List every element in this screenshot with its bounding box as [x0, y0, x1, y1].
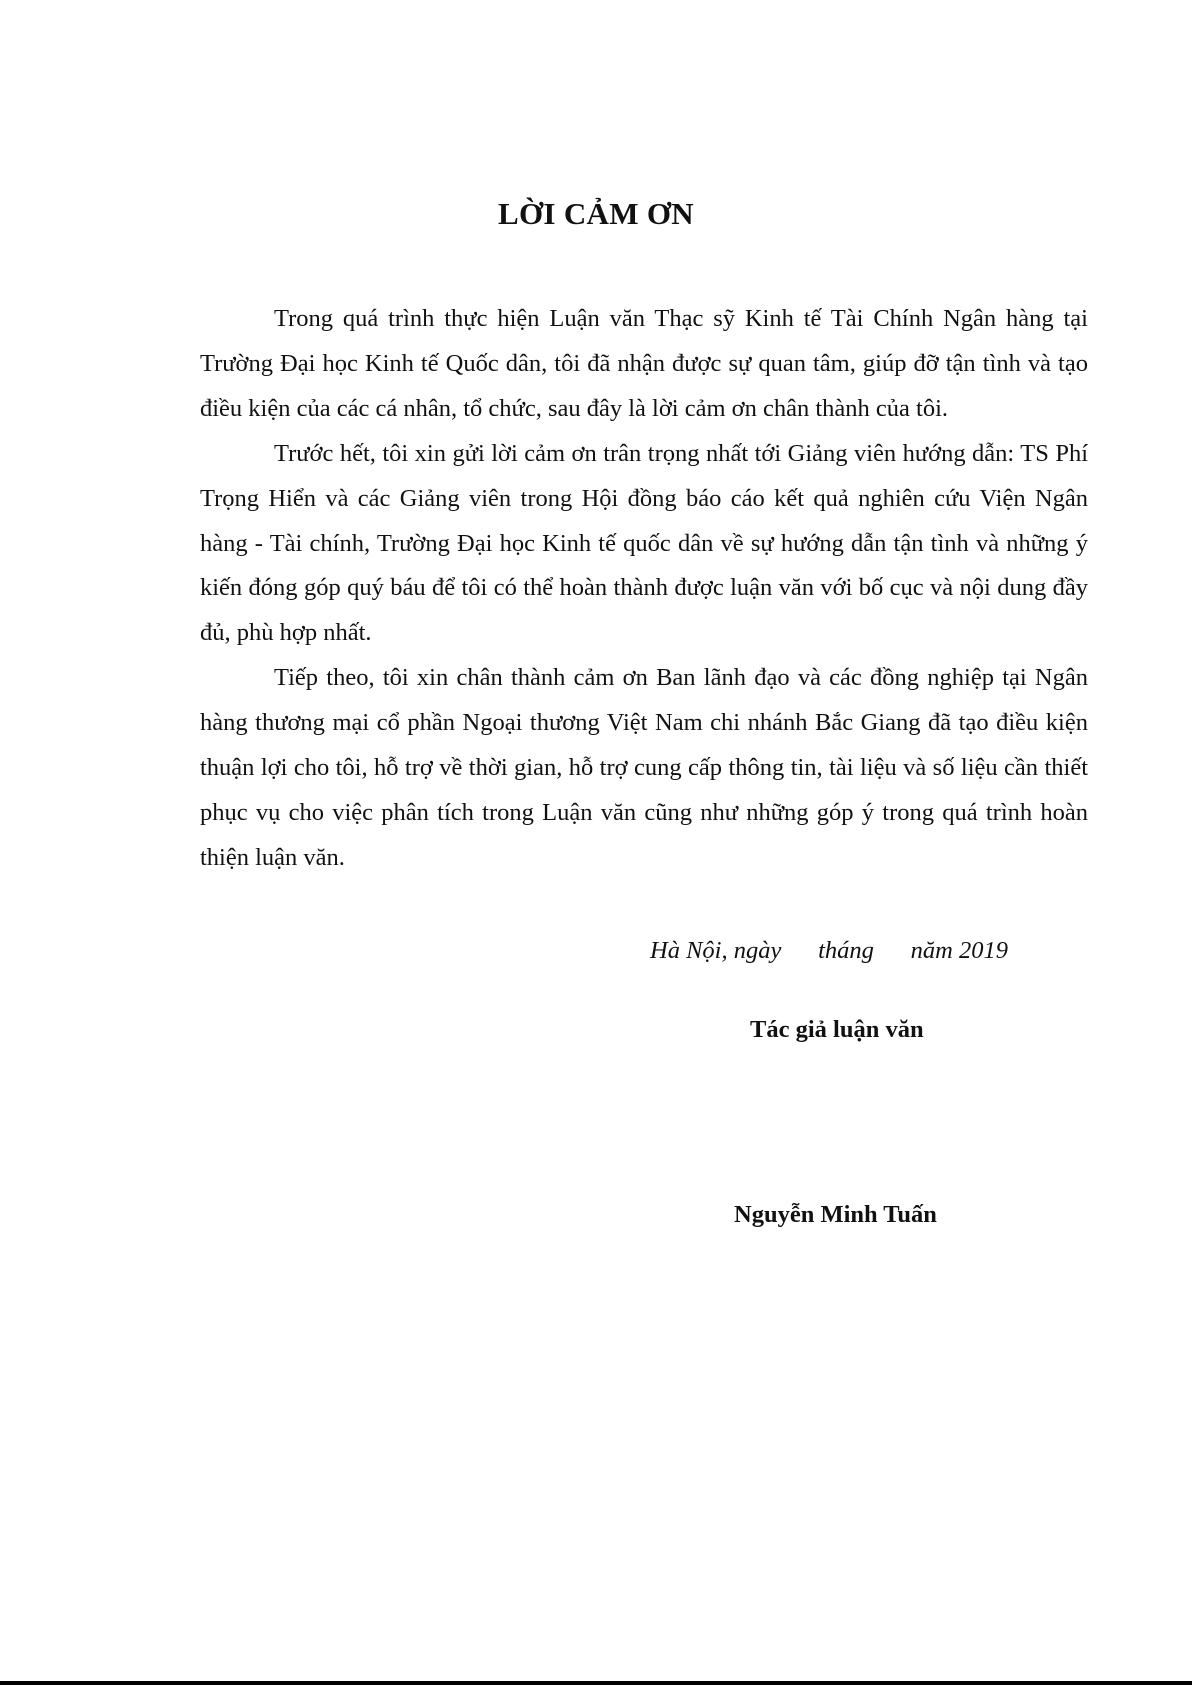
author-name: Nguyễn Minh Tuấn [734, 1201, 937, 1228]
date-line: Hà Nội, ngày tháng năm 2019 [650, 937, 1008, 964]
paragraph-colleagues-thanks: Tiếp theo, tôi xin chân thành cảm ơn Ban lãnh đạo và các đồng nghiệp tại Ngân hàng thương mại cổ phần Ngoại thương Việt Nam chi nhánh Bắc Giang đã tạo điều kiện thuận lợi cho tôi, hỗ trợ về thời gian, hỗ trợ cung cấp thông tin, tài liệu và số liệu cần thiết phục vụ cho việc phân tích trong Luận văn cũng như những góp ý trong quá trình hoàn thiện luận văn. [200, 664, 1088, 871]
page-bottom-border [0, 1681, 1192, 1685]
paragraph-intro: Trong quá trình thực hiện Luận văn Thạc sỹ Kinh tế Tài Chính Ngân hàng tại Trường Đại học Kinh tế Quốc dân, tôi đã nhận được sự quan tâm, giúp đỡ tận tình và tạo điều kiện của các cá nhân, tổ chức, sau đây là lời cảm ơn chân thành của tôi. [200, 305, 1088, 422]
paragraph-supervisor-thanks: Trước hết, tôi xin gửi lời cảm ơn trân trọng nhất tới Giảng viên hướng dẫn: TS Phí Trọng Hiển và các Giảng viên trong Hội đồng báo cáo kết quả nghiên cứu Viện Ngân hàng - Tài chính, Trường Đại học Kinh tế quốc dân về sự hướng dẫn tận tình và những ý kiến đóng góp quý báu để tôi có thể hoàn thành được luận văn với bố cục và nội dung đầy đủ, phù hợp nhất. [200, 439, 1088, 647]
acknowledgement-body [200, 297, 1088, 881]
page-title: LỜI CẢM ƠN [498, 196, 694, 231]
author-label: Tác giả luận văn [750, 1016, 924, 1043]
